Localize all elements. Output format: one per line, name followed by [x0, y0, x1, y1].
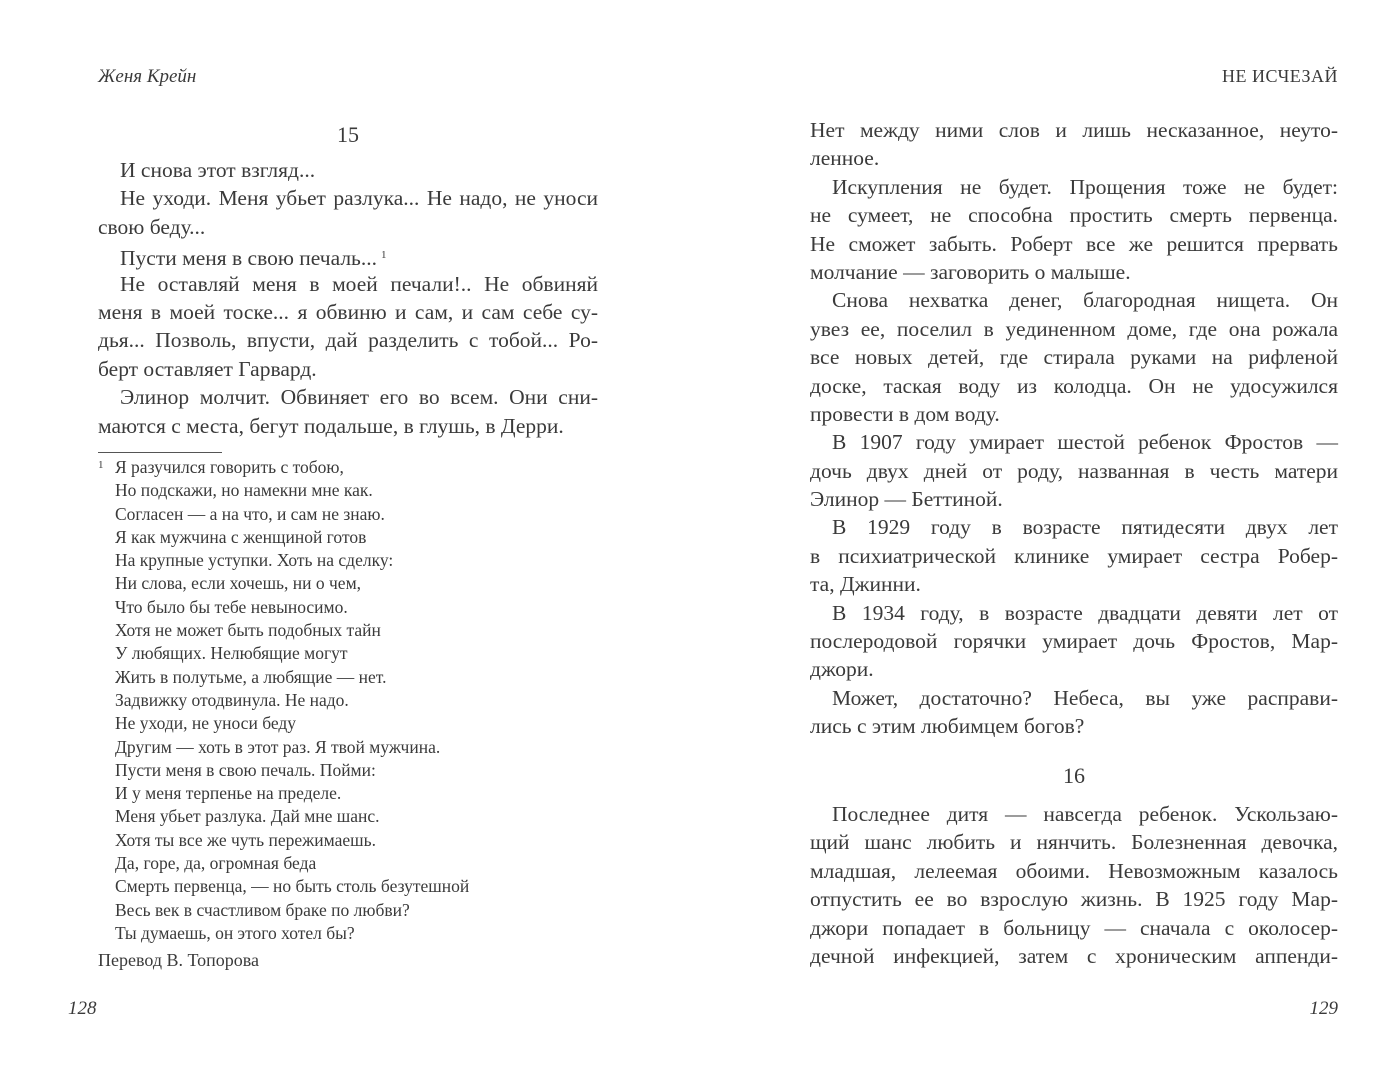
poem-line: Ты думаешь, он этого хотел бы?	[115, 922, 355, 943]
poem-line: Задвижку отодвинула. Не надо.	[115, 689, 349, 710]
text-line: дечной инфекцией, затем с хроническим аппенди-	[810, 943, 1338, 968]
text-line: лись с этим любимцем богов?	[810, 714, 1085, 739]
running-head-author: Женя Крейн	[98, 66, 197, 87]
text-line: не сумеет, не способна простить смерть первенца.	[810, 203, 1338, 228]
text-line: джори.	[810, 657, 874, 682]
text-line: провести в дом воду.	[810, 401, 1000, 426]
poem-line: Не уходи, не уноси беду	[115, 713, 297, 734]
text-line: джори попадает в больницу — сначала с околосер-	[810, 915, 1338, 940]
body-text	[98, 156, 598, 440]
text-line: Элинор молчит. Обвиняет его во всем. Они сни-	[120, 385, 598, 410]
poem-line: Другим — хоть в этот раз. Я твой мужчина.	[115, 736, 441, 757]
poem-line: Ни слова, если хочешь, ни о чем,	[115, 573, 362, 594]
text-line: Нет между ними слов и лишь несказанное, неуто-	[810, 118, 1338, 142]
poem-line: Смерть первенца, — но быть столь безутешной	[115, 876, 470, 897]
text-line: доске, таская воду из колодца. Он не удосужился	[810, 373, 1338, 398]
text-line: В 1929 году в возрасте пятидесяти двух лет	[832, 515, 1338, 540]
text-line: дочь двух дней от роду, названная в честь матери	[810, 458, 1338, 483]
chapter-number: 16	[1063, 763, 1085, 788]
poem-line: Но подскажи, но намекни мне как.	[115, 480, 373, 501]
poem-line: Хотя не может быть подобных тайн	[115, 620, 381, 641]
poem-line: Согласен — а на что, и сам не знаю.	[115, 503, 385, 524]
text-line: отпустить ее во взрослую жизнь. В 1925 году Мар-	[810, 887, 1338, 912]
text-line: Может, достаточно? Небеса, вы уже расправи-	[832, 685, 1338, 710]
text-line: В 1907 году умирает шестой ребенок Фростов —	[832, 430, 1338, 455]
text-line: молчание — заговорить о малыше.	[810, 259, 1131, 284]
text-line: меня в моей тоске... я обвиню и сам, и сам себе су-	[98, 299, 598, 324]
translator-credit: Перевод В. Топорова	[98, 950, 260, 970]
poem-line: На крупные уступки. Хоть на сделку:	[115, 550, 394, 571]
text-line: Искупления не будет. Прощения тоже не будет:	[832, 174, 1338, 199]
poem-line: Весь век в счастливом браке по любви?	[115, 899, 410, 920]
text-line: та, Джинни.	[810, 572, 921, 597]
poem-line: Меня убьет разлука. Дай мне шанс.	[115, 806, 380, 827]
page-number-right: 129	[1309, 998, 1338, 1019]
chapter-number: 15	[337, 122, 359, 147]
text-line: Не оставляй меня в моей печали!.. Не обвиняй	[120, 271, 598, 296]
text-line: свою беду...	[98, 214, 206, 239]
poem-line: Что было бы тебе невыносимо.	[115, 596, 348, 617]
footnote-reference[interactable]: 1	[381, 249, 387, 262]
text-line: в психиатрической клинике умирает сестра Робер-	[810, 543, 1338, 568]
text-line: ленное.	[810, 146, 880, 171]
text-line: Не уходи. Меня убьет разлука... Не надо, не уноси	[120, 186, 598, 211]
text-line: Элинор — Беттиной.	[810, 487, 1003, 512]
page-number-left: 128	[68, 998, 97, 1019]
poem-line: Хотя ты все же чуть пережимаешь.	[115, 829, 376, 850]
poem-line: Я как мужчина с женщиной готов	[115, 526, 367, 547]
text-line: послеродовой горячки умирает дочь Фростов, Мар-	[810, 629, 1338, 654]
body-text	[810, 800, 1338, 970]
text-line: увез ее, поселил в уединенном доме, где она рожала	[810, 316, 1338, 341]
left-page	[68, 0, 598, 1080]
text-line: маются с места, бегут подальше, в глушь, в Дерри.	[98, 413, 564, 438]
text-line: И снова этот взгляд...	[120, 158, 316, 182]
poem-line: Да, горе, да, огромная беда	[115, 853, 317, 874]
text-line: берт оставляет Гарвард.	[98, 356, 317, 381]
footnote-rule	[98, 452, 222, 453]
poem-line: Я разучился говорить с тобою,	[115, 457, 344, 477]
footnote-marker: 1	[98, 459, 104, 471]
text-line: Не сможет забыть. Роберт все же решится прервать	[810, 231, 1338, 256]
running-head-title: НЕ ИСЧЕЗАЙ	[1222, 66, 1338, 86]
text-line: Пусти меня в свою печаль... $^1$	[120, 246, 387, 271]
poem-line: У любящих. Нелюбящие могут	[115, 643, 348, 664]
footnote	[98, 456, 469, 945]
text-line: все новых детей, где стирала руками на рифленой	[810, 345, 1338, 370]
text-line: В 1934 году, в возрасте двадцати девяти лет от	[832, 600, 1338, 625]
text-line: щий шанс любить и нянчить. Болезненная девочка,	[810, 830, 1338, 855]
poem-line: Пусти меня в свою печаль. Пойми:	[115, 759, 376, 780]
body-text	[810, 116, 1338, 741]
text-line: Снова нехватка денег, благородная нищета. Он	[832, 288, 1338, 313]
text-line: Последнее дитя — навсегда ребенок. Ускользаю-	[832, 802, 1338, 826]
text-line: дья... Позволь, впусти, дай разделить с тобой... Ро-	[98, 328, 598, 353]
text-line: младшая, лелеемая обоими. Невозможным казалось	[810, 858, 1338, 883]
right-page	[810, 0, 1338, 1080]
poem-line: Жить в полутьме, а любящие — нет.	[115, 666, 387, 687]
poem-line: И у меня терпенье на пределе.	[115, 783, 342, 804]
